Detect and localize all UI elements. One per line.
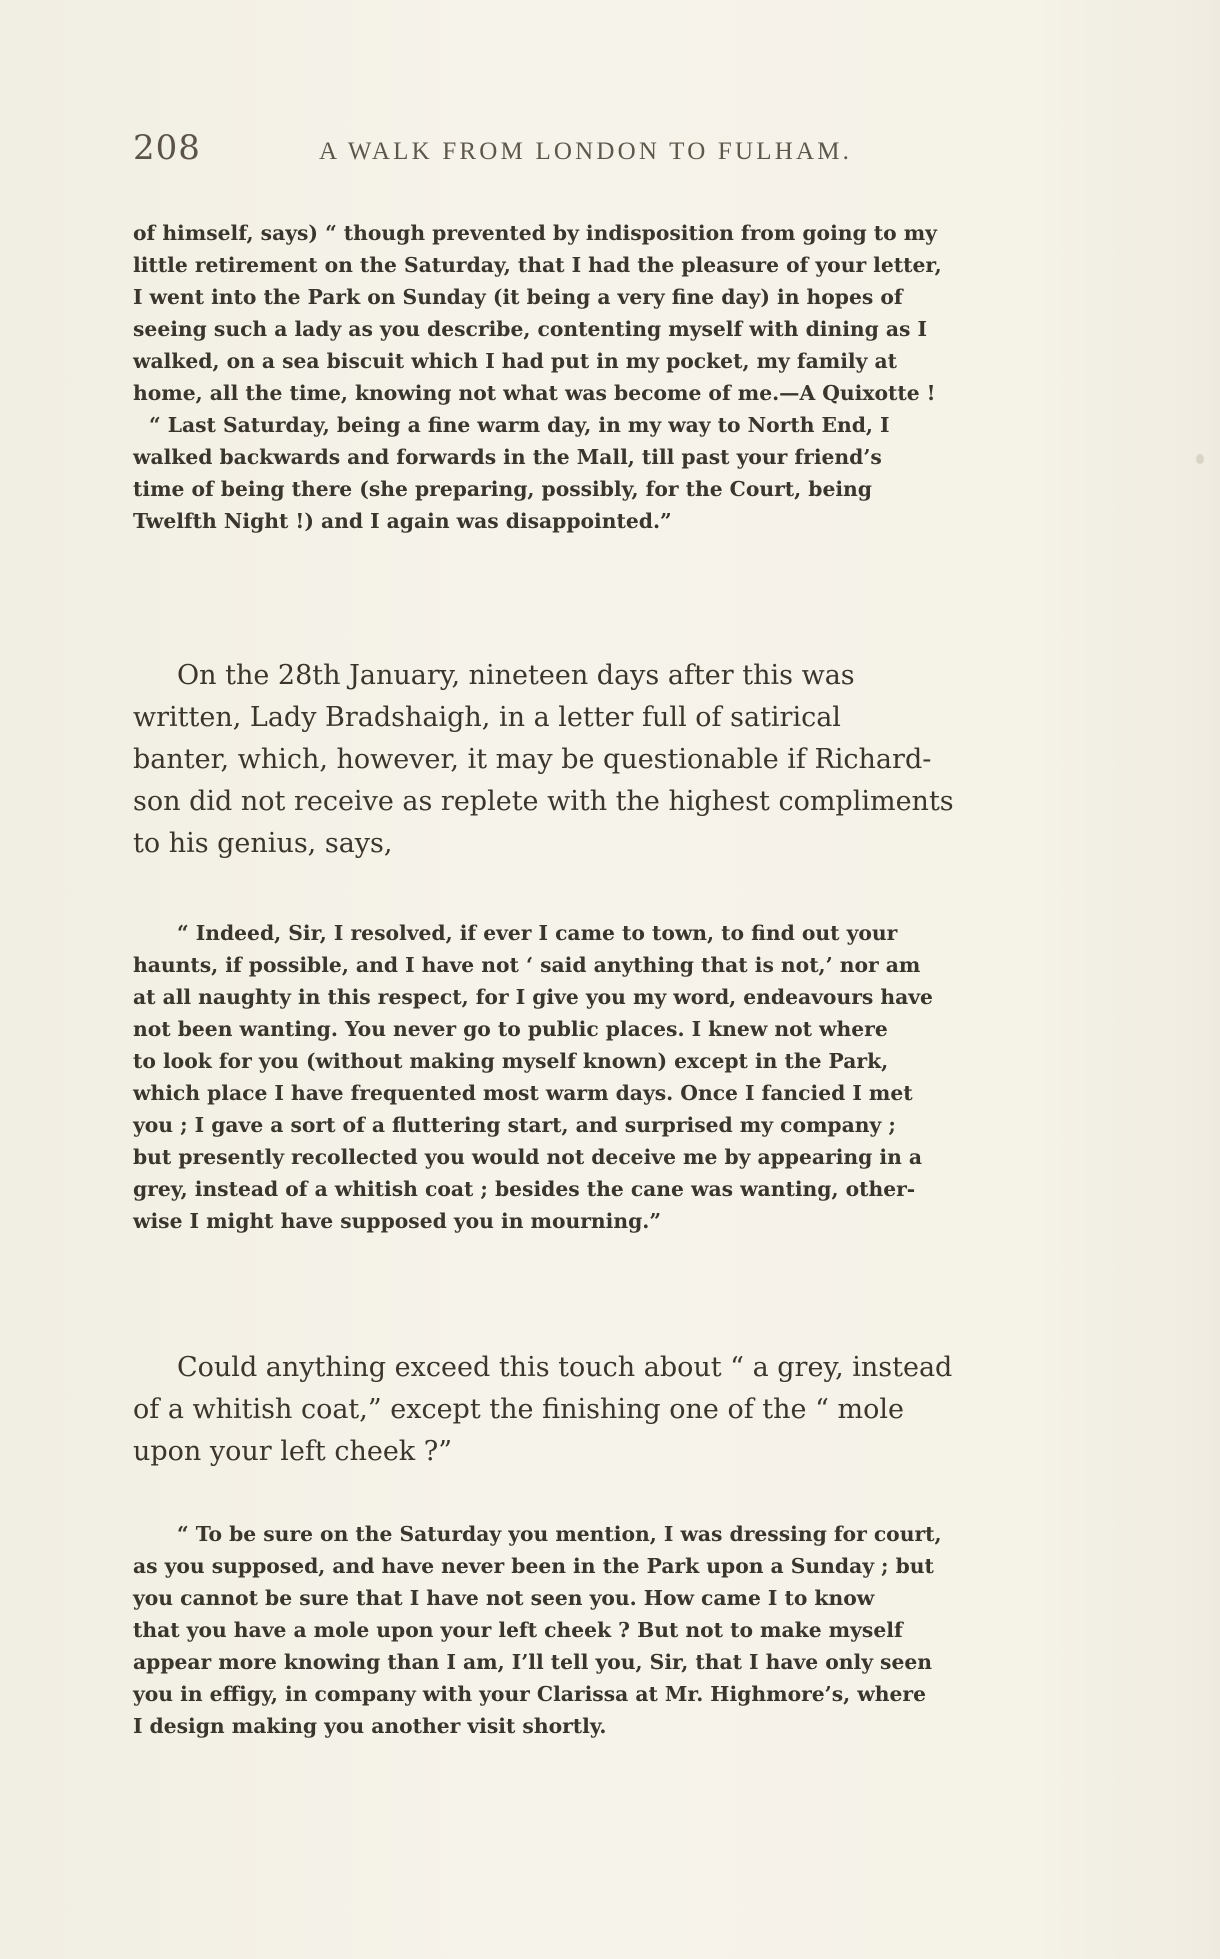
text-line: which place I have frequented most warm days. Once I fancied I met	[133, 1081, 913, 1105]
text-line: to look for you (without making myself known) except in the Park,	[133, 1049, 889, 1073]
text-line: “ To be sure on the Saturday you mention, I was dressing for court,	[177, 1522, 942, 1546]
text-line: haunts, if possible, and I have not ‘ said anything that is not,’ nor am	[133, 953, 921, 977]
text-line: home, all the time, knowing not what was become of me.—A Quixotte !	[133, 381, 936, 405]
running-head: A WALK FROM LONDON TO FULHAM.	[319, 138, 853, 165]
text-line: I went into the Park on Sunday (it being a very fine day) in hopes of	[133, 285, 903, 309]
text-line: I design making you another visit shortly.	[133, 1714, 607, 1738]
text-line: written, Lady Bradshaigh, in a letter full of satirical	[133, 702, 841, 733]
text-line: at all naughty in this respect, for I give you my word, endeavours have	[133, 985, 933, 1009]
text-line: Twelfth Night !) and I again was disappointed.”	[133, 509, 672, 533]
text-line: walked backwards and forwards in the Mall, till past your friend’s	[133, 445, 882, 469]
quote-block-3	[133, 1518, 1133, 1742]
page-header	[133, 128, 1113, 176]
text-line: seeing such a lady as you describe, contenting myself with dining as I	[133, 317, 928, 341]
text-line: not been wanting. You never go to public places. I knew not where	[133, 1017, 888, 1041]
text-line: of himself, says) “ though prevented by indisposition from going to my	[133, 221, 937, 245]
text-line: of a whitish coat,” except the finishing one of the “ mole	[133, 1394, 904, 1425]
text-line: banter, which, however, it may be questionable if Richard-	[133, 744, 932, 775]
text-line: you ; I gave a sort of a fluttering start, and surprised my company ;	[133, 1113, 896, 1137]
text-line: but presently recollected you would not deceive me by appearing in a	[133, 1145, 923, 1169]
text-line: upon your left cheek ?”	[133, 1436, 453, 1467]
text-line: that you have a mole upon your left cheek ? But not to make myself	[133, 1618, 903, 1642]
margin-blemish	[1196, 454, 1204, 464]
page-number: 208	[133, 128, 201, 168]
narrative-paragraph-2	[133, 1347, 1133, 1473]
text-line: wise I might have supposed you in mourning.”	[133, 1209, 662, 1233]
text-line: Could anything exceed this touch about “ a grey, instead	[177, 1352, 953, 1383]
text-line: time of being there (she preparing, possibly, for the Court, being	[133, 477, 872, 501]
quote-block-2	[133, 917, 1133, 1237]
text-line: to his genius, says,	[133, 828, 393, 859]
text-line: appear more knowing than I am, I’ll tell you, Sir, that I have only seen	[133, 1650, 933, 1674]
text-line: On the 28th January, nineteen days after this was	[177, 660, 855, 691]
text-line: grey, instead of a whitish coat ; besides the cane was wanting, other-	[133, 1177, 916, 1201]
text-line: you in effigy, in company with your Clarissa at Mr. Highmore’s, where	[133, 1682, 926, 1706]
text-line: son did not receive as replete with the highest compliments	[133, 786, 954, 817]
text-line: “ Last Saturday, being a fine warm day, in my way to North End, I	[149, 413, 890, 437]
text-line: as you supposed, and have never been in the Park upon a Sunday ; but	[133, 1554, 934, 1578]
text-line: you cannot be sure that I have not seen you. How came I to know	[133, 1586, 875, 1610]
text-line: little retirement on the Saturday, that I had the pleasure of your letter,	[133, 253, 942, 277]
quote-block-1	[133, 217, 1133, 537]
text-line: walked, on a sea biscuit which I had put in my pocket, my family at	[133, 349, 897, 373]
text-line: “ Indeed, Sir, I resolved, if ever I came to town, to find out your	[177, 921, 898, 945]
narrative-paragraph-1	[133, 655, 1133, 865]
